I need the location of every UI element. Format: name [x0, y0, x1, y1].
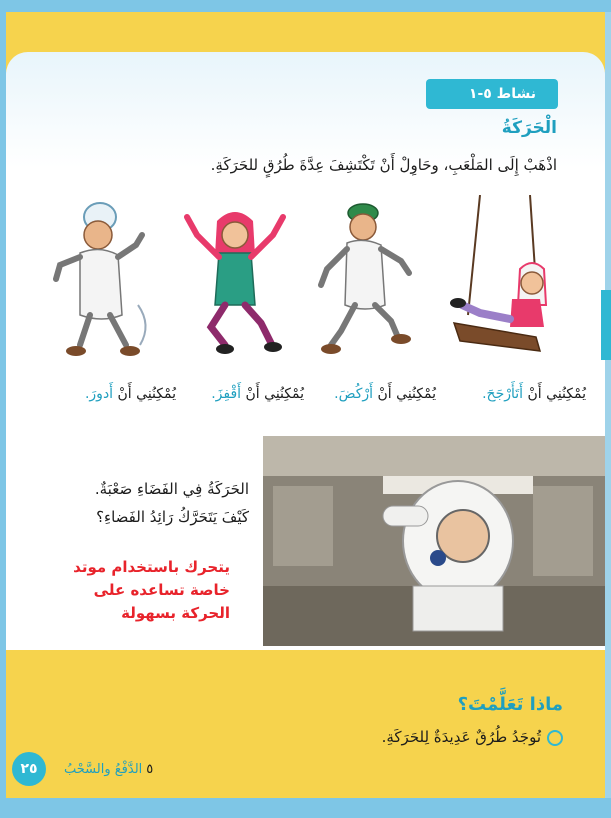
movement-illustrations: [40, 195, 585, 370]
swinging-girl-illustration: [440, 195, 560, 365]
movement-captions: [46, 386, 586, 414]
caption-run: يُمْكِنُنِي أَنْ أَرْكُضَ.: [334, 386, 436, 402]
page-frame-bottom: [0, 798, 611, 818]
page-frame-top: [0, 0, 611, 12]
activity-tab-label: نشاط ٥-١: [426, 79, 558, 109]
bullet-icon: [547, 730, 563, 746]
caption-spin: يُمْكِنُنِي أَنْ أَدورَ.: [84, 386, 176, 402]
page-number: ٢٥: [12, 752, 46, 786]
caption-jump: يُمْكِنُنِي أَنْ أَقْفِزَ.: [211, 386, 304, 402]
handwritten-answer: يتحرك باستخدام موتد خاصة تساعده على الحركة بسهولة: [73, 558, 230, 622]
astronaut-photo: [263, 436, 605, 646]
space-question-line2: كَيْفَ يَتَحَرَّكُ رَائِدُ الفَضاءِ؟: [96, 508, 249, 526]
caption-swing: يُمْكِنُنِي أَنْ أَتَأَرْجَحَ.: [482, 386, 586, 402]
chapter-label: ٥الدَّفْعُ والسَّحْبُ: [64, 762, 154, 777]
side-tab: [601, 290, 611, 360]
spinning-boy-illustration: [40, 195, 160, 365]
activity-instruction: اذْهَبْ إِلَى المَلْعَبِ، وحَاوِلْ أَنْ تَكْتَشِفَ عِدَّةَ طُرُقٍ للحَرَكَةِ.: [210, 156, 557, 174]
space-question-line1: الحَرَكَةُ فِي الفَضَاءِ صَعْبَةٌ.: [94, 480, 249, 498]
learned-item: تُوجَدُ طُرُقٌ عَدِيدَةٌ لِلحَرَكَةِ.: [382, 728, 563, 746]
running-boy-illustration: [305, 195, 425, 365]
activity-title: الْحَرَكَةُ: [501, 118, 557, 138]
jumping-girl-illustration: [175, 195, 295, 365]
what-did-you-learn-title: ماذا تَعَلَّمْتَ؟: [457, 694, 563, 715]
